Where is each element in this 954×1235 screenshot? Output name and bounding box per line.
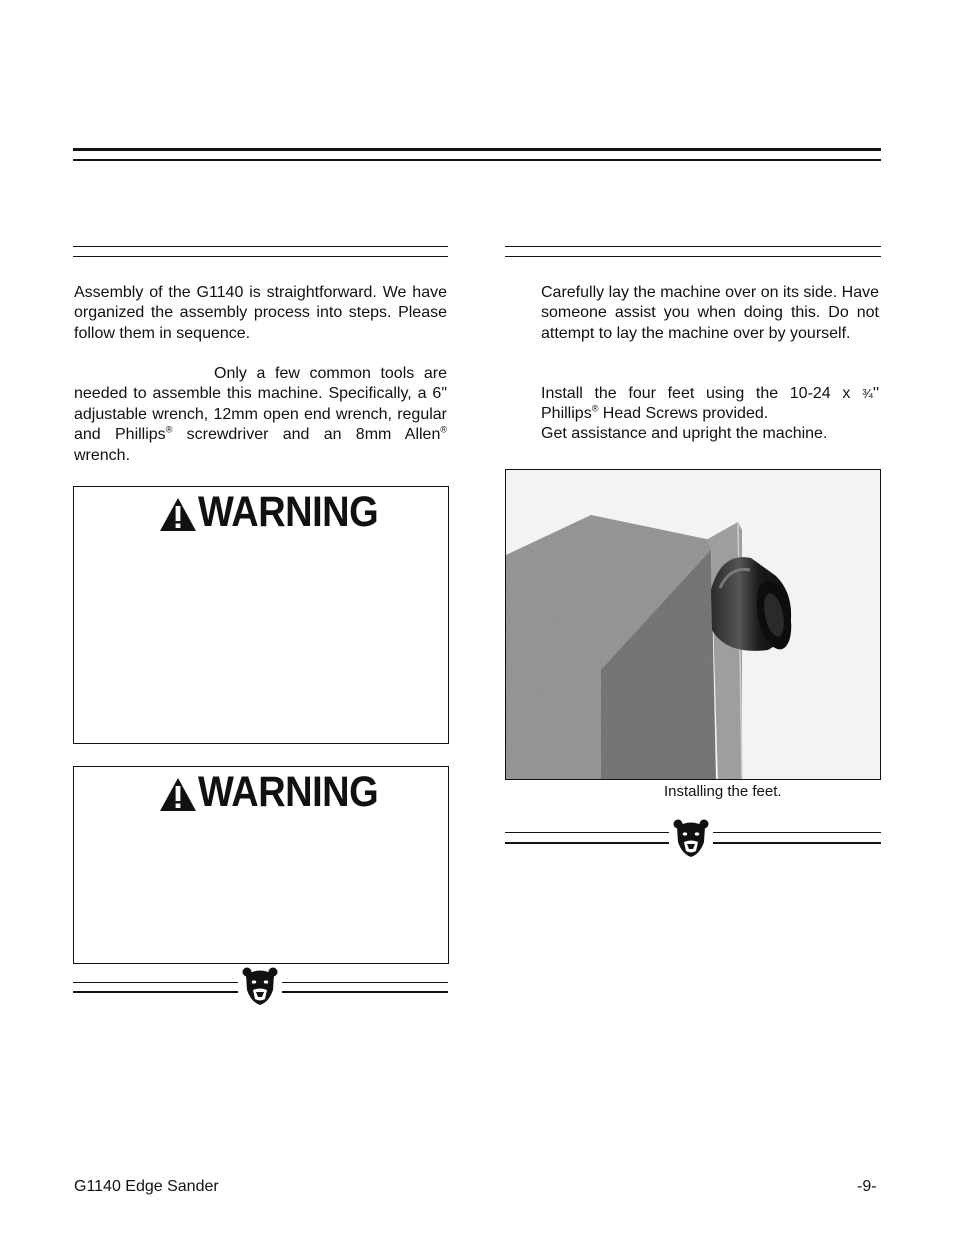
header-rule-thick <box>73 148 881 151</box>
footer-title: G1140 Edge Sander <box>74 1178 219 1195</box>
left-divider-line-2 <box>73 991 238 993</box>
right-section-rule-top <box>505 246 881 247</box>
right-divider-line-2 <box>505 842 669 844</box>
installing-feet-photo <box>505 469 881 780</box>
registered-mark: ® <box>165 424 173 435</box>
right-section-rule-bottom <box>505 256 881 257</box>
bear-logo-icon <box>242 966 278 1006</box>
warning-header-2 <box>159 769 379 819</box>
warning-header-1 <box>159 489 379 539</box>
tools-paragraph <box>74 364 447 466</box>
step2-text-3: Head Screws provided. <box>598 405 769 423</box>
warning-triangle-icon <box>159 497 197 532</box>
warning-title-1: WARNING <box>198 489 379 537</box>
step3-paragraph: Get assistance and upright the machine. <box>541 425 828 442</box>
step2-paragraph <box>541 384 879 425</box>
tools-text-2: screwdriver and an 8mm Allen <box>172 426 441 444</box>
left-divider-line-1 <box>73 982 238 983</box>
tools-text-3: wrench. <box>74 446 131 464</box>
left-divider-line-4 <box>282 991 448 993</box>
registered-mark: ® <box>440 424 447 435</box>
right-divider-line-4 <box>713 842 881 844</box>
footer-page-number: -9- <box>857 1178 877 1195</box>
warning-box-2 <box>73 766 449 964</box>
left-section-rule-top <box>73 246 448 247</box>
tools-text-1: Only a few common tools are needed to assemble this machine. Specifically, a 6" adjustable wrench, 12mm open end wrench, regular and Phillips <box>74 365 447 444</box>
right-divider-line-1 <box>505 832 669 833</box>
warning-box-1 <box>73 486 449 744</box>
step2-text-1: Install the four feet using the 10-24 x <box>541 385 863 402</box>
step2-text-2: '' Phillips <box>541 385 879 423</box>
bear-logo-icon <box>673 818 709 858</box>
fraction-three-quarters: ¾ <box>862 386 873 401</box>
photo-caption: Installing the feet. <box>664 783 782 800</box>
left-divider-line-3 <box>282 982 448 983</box>
intro-paragraph: Assembly of the G1140 is straightforward. We have organized the assembly process into steps. Please follow them in sequence. <box>74 284 447 342</box>
machine-foot-illustration <box>506 470 881 780</box>
warning-title-2: WARNING <box>198 769 379 817</box>
header-rule-thin <box>73 159 881 161</box>
registered-mark: ® <box>591 404 599 415</box>
warning-triangle-icon <box>159 777 197 812</box>
right-divider-line-3 <box>713 832 881 833</box>
step1-paragraph: Carefully lay the machine over on its side. Have someone assist you when doing this. Do not attempt to lay the machine over by yourself. <box>541 284 879 342</box>
left-section-rule-bottom <box>73 256 448 257</box>
